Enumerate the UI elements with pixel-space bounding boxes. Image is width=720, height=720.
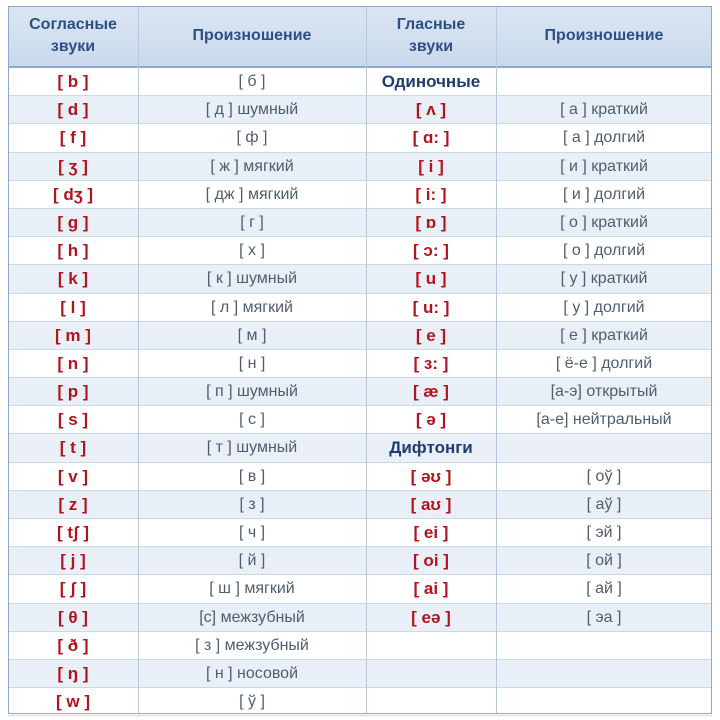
consonant-pronunciation: [ т ] шумный: [206, 439, 298, 457]
consonant-symbol: [ ŋ ]: [57, 663, 89, 683]
consonant-pronunciation: [ с ]: [239, 411, 265, 429]
consonant-symbol: [ tʃ ]: [56, 523, 90, 542]
vowel-pronunciation: [ е ] краткий: [560, 326, 648, 344]
vowel-symbol: [ i ]: [418, 156, 444, 176]
vowel-symbol: [ ɔ: ]: [413, 241, 449, 261]
consonant-pronunciation: [ п ] шумный: [206, 383, 298, 401]
consonant-symbol: [ w ]: [56, 692, 90, 712]
header-vowel-pronunciation: Произношение: [544, 27, 664, 44]
consonant-pronunciation: [ б ]: [238, 73, 266, 90]
vowel-symbol: [ eə ]: [411, 607, 451, 627]
vowel-pronunciation: [а-э] открытый: [550, 383, 658, 401]
header-vowels: Гласные звуки: [396, 16, 466, 55]
consonant-pronunciation: [ дж ] мягкий: [205, 185, 299, 203]
section-label: Дифтонги: [389, 438, 473, 458]
consonant-pronunciation: [ г ]: [240, 213, 264, 231]
consonant-symbol: [ ʒ ]: [58, 156, 88, 176]
consonant-symbol: [ f ]: [59, 128, 87, 148]
consonant-symbol: [ h ]: [57, 241, 89, 261]
consonant-pronunciation: [ ф ]: [236, 129, 268, 147]
vowel-symbol: [ e ]: [415, 325, 447, 345]
vowel-pronunciation: [ ё-е ] долгий: [555, 354, 653, 372]
consonant-symbol: [ l ]: [60, 297, 86, 317]
consonant-pronunciation: [ н ] носовой: [205, 664, 299, 682]
vowel-pronunciation: [ ай ]: [586, 580, 622, 598]
table-border: [8, 6, 712, 714]
consonant-symbol: [ ʃ ]: [59, 579, 87, 599]
consonant-symbol: [ k ]: [57, 269, 89, 289]
consonant-symbol: [ g ]: [57, 212, 89, 232]
consonant-pronunciation: [ й ]: [238, 552, 266, 570]
consonant-symbol: [ z ]: [58, 494, 88, 514]
vowel-symbol: [ æ ]: [413, 382, 449, 402]
vowel-pronunciation: [ эй ]: [586, 524, 622, 541]
consonant-pronunciation: [с] межзубный: [199, 608, 305, 626]
vowel-pronunciation: [ у ] краткий: [560, 270, 648, 288]
consonant-symbol: [ dʒ ]: [52, 184, 94, 204]
consonant-symbol: [ p ]: [57, 382, 89, 402]
consonant-symbol: [ b ]: [57, 72, 89, 91]
consonant-symbol: [ t ]: [59, 438, 87, 458]
vowel-symbol: [ aʊ ]: [410, 494, 452, 514]
consonant-symbol: [ d ]: [57, 100, 89, 120]
vowel-symbol: [ ɜ: ]: [413, 353, 449, 373]
vowel-pronunciation: [а-е] нейтральный: [536, 411, 672, 429]
vowel-symbol: [ ɒ ]: [415, 212, 447, 232]
vowel-symbol: [ ei ]: [413, 523, 449, 542]
consonant-pronunciation: [ ў ]: [239, 693, 265, 711]
vowel-pronunciation: [ эа ]: [586, 608, 622, 626]
consonant-pronunciation: [ м ]: [237, 326, 267, 344]
section-label: Одиночные: [381, 72, 481, 91]
consonant-symbol: [ j ]: [60, 551, 86, 571]
vowel-pronunciation: [ а ] краткий: [560, 101, 648, 119]
consonant-symbol: [ n ]: [57, 353, 89, 373]
consonant-pronunciation: [ н ]: [238, 354, 266, 372]
header-consonants: Согласные звуки: [29, 16, 117, 55]
consonant-pronunciation: [ ч ]: [238, 524, 266, 541]
consonant-symbol: [ ð ]: [57, 635, 89, 655]
consonant-pronunciation: [ к ] шумный: [206, 270, 298, 288]
consonant-pronunciation: [ з ]: [239, 495, 265, 513]
consonant-pronunciation: [ ш ] мягкий: [209, 580, 295, 598]
consonant-pronunciation: [ ж ] мягкий: [210, 157, 294, 175]
vowel-pronunciation: [ у ] долгий: [563, 298, 645, 316]
vowel-pronunciation: [ и ] краткий: [560, 157, 648, 175]
consonant-pronunciation: [ х ]: [239, 242, 265, 260]
phonetics-table: [8, 6, 712, 714]
vowel-symbol: [ ai ]: [413, 579, 449, 599]
vowel-symbol: [ ə ]: [415, 410, 447, 430]
consonant-pronunciation: [ л ] мягкий: [211, 298, 293, 316]
consonant-pronunciation: [ д ] шумный: [205, 101, 299, 119]
vowel-symbol: [ oi ]: [413, 551, 449, 571]
vowel-pronunciation: [ аў ]: [586, 495, 622, 513]
consonant-symbol: [ m ]: [55, 325, 91, 345]
consonant-symbol: [ s ]: [57, 410, 89, 430]
consonant-symbol: [ v ]: [57, 466, 89, 486]
consonant-pronunciation: [ з ] межзубный: [195, 636, 309, 654]
consonant-symbol: [ θ ]: [58, 607, 88, 627]
vowel-pronunciation: [ ой ]: [586, 552, 622, 570]
header-consonant-pronunciation: Произношение: [192, 27, 312, 44]
consonant-pronunciation: [ в ]: [238, 467, 266, 485]
vowel-symbol: [ u ]: [415, 269, 447, 289]
vowel-symbol: [ əʊ ]: [410, 466, 452, 486]
vowel-pronunciation: [ и ] долгий: [562, 185, 646, 203]
vowel-pronunciation: [ оў ]: [586, 467, 622, 485]
vowel-pronunciation: [ а ] долгий: [562, 129, 646, 147]
vowel-symbol: [ ɑ: ]: [412, 128, 450, 148]
vowel-pronunciation: [ о ] краткий: [560, 213, 648, 231]
vowel-symbol: [ i: ]: [415, 184, 447, 204]
vowel-pronunciation: [ о ] долгий: [562, 242, 646, 260]
vowel-symbol: [ ʌ ]: [415, 100, 447, 120]
vowel-symbol: [ u: ]: [412, 297, 450, 317]
